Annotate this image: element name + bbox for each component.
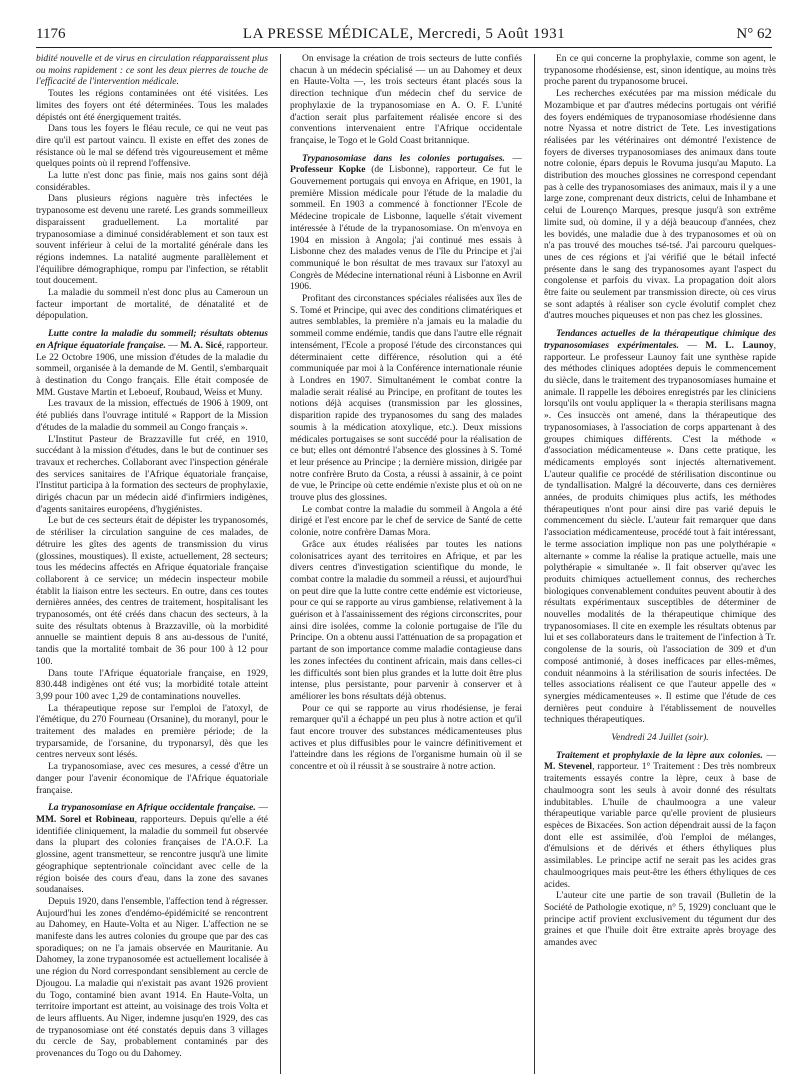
paragraph: Grâce aux études réalisées par toutes les nations colonisatrices ayant des territoires en Afrique, et par les divers centres d'investigation scientifique du monde, le combat contre la maladie du sommeil a réussi, et aujourd'hui on peut dire que la lutte contre cette endémie est victorieuse, pour ce qui se rapporte au virus gambiense, relativement à la guérison et à l'assainissement des régions circonscrites, pour ainsi dire isolées, comme la colonie portugaise de l'île du Principe. On a obtenu aussi l'atténuation de sa propagation et partant de son importance comme maladie contagieuse dans les zones infectées du continent africain, mais dans celles-ci les difficultés sont bien plus grandes et la lutte doit être plus intense, plus persistante, pour parvenir à conserver et à améliorer les bons résultats déjà obtenus. [290,539,522,702]
issue-number: N° 62 [736,26,772,42]
paragraph: Dans toute l'Afrique équatoriale française, en 1929, 830.448 indigènes ont été vus; la morbidité totale atteint 3,99 pour 100 avec 1,29 de contaminations nouvelles. [36,668,268,702]
paragraph: La trypanosomiase, avec ces mesures, a cessé d'être un danger pour l'avenir économique de l'Afrique équatoriale française. [36,762,268,796]
session-dateline: Vendredi 24 Juillet (soir). [611,733,709,744]
section-byline-rest: (de Lisbonne), rapporteur. [371,165,478,176]
paragraph: bidité nouvelle et de virus en circulation réapparaissent plus ou moins rapidement : ce sont les deux pierres de touche de l'efficacité de l'intervention médicale. [36,54,268,88]
section-byline: M. Stevenel [544,762,593,773]
section-heading-sice: Lutte contre la maladie du sommeil; résultats obtenus en Afrique équatoriale française. — M. A. Sicé, rapporteur. Le 22 Octobre 1906, une mission d'études de la maladie du sommeil, organisée à la demande de M. Gentil, s'embarquait à destination du Congo français. Elle était composée de MM. Gustave Martin et Leboeuf, Roubaud, Weiss et Muny. [36,329,268,398]
header-rule [36,47,772,48]
paragraph: rapporteurs. Depuis qu'elle a été identifiée cliniquement, la maladie du sommeil fut observée dans la plupart des colonies françaises de l'A.O.F. La glossine, agent transmetteur, se rencontre jusqu'à une limite géographique septentrionale coïncidant avec celle de la région boisée des cours d'eau, dans la zone des savanes soudanaises. [36,815,268,896]
column-1 [36,54,268,1074]
paragraph: Pour ce qui se rapporte au virus rhodésiense, je ferai remarquer qu'il a échappé un peu plus à notre action et qu'il faut encore trouver des substances médicamenteuses plus actives et plus diffusibles pour le vaincre définitivement et l'atteindre dans les régions de l'organisme humain où il se concentre et où il réussit à se soustraire à notre action. [290,703,522,773]
column-3 [544,54,776,1074]
paragraph: L'Institut Pasteur de Brazzaville fut créé, en 1910, succédant à la mission d'études, dans le but de continuer ses travaux et recherches. Collaborant avec l'inspection générale des services sanitaires de l'Afrique équatoriale française, l'Institut participa à la formation des secteurs de prophylaxie, dirigés chacun par un médecin aidé d'infirmiers indigènes, d'agents sanitaires européens, d'hygiénistes. [36,434,268,515]
section-heading-launoy: Tendances actuelles de la thérapeutique chimique des trypanosomiases expérimentales. — M. L. Launoy, rapporteur. Le professeur Launoy fait une synthèse rapide des méthodes cliniques adoptées depuis le commencement du siècle, dans le traitement des trypanosomiases humaine et animale. Il rappelle les déboires enregistrés par les cliniciens lorsqu'ils ont voulu appliquer la « therapia sterilisans magna ». Ces insuccès ont amené, dans la thérapeutique des trypanosomiases, à l'association de corps appartenant à des groupes chimiques différents. C'est la méthode « d'association médicamenteuse ». Dans cette pratique, les médicaments employés sont injectés alternativement. L'auteur qualifie ce procédé de stérilisation discontinue ou de tyndallisation. Malgré la découverte, dans ces dernières années, de produits chimiques plus actifs, les méthodes thérapeutiques n'ont pour ainsi dire pas varié depuis le commencement du siècle. L'auteur fait remarquer que dans l'association médicamenteuse, procédé tout à fait intéressant, le terme association implique non pas une polythérapie « alternante » comme la réalise la pratique actuelle, mais une polythérapie « simultanée ». Il fait observer qu'avec les produits chimiques actuellement connus, des recherches biologiques convenablement conduites peuvent aboutir à des résultats expérimentaux susceptibles de déterminer de nouvelles modalités de la thérapeutique chimique des trypanosomiases. Il cite en exemple les résultats obtenus par lui et ses collaborateurs dans le traitement de l'infection à Tr. congolense de la souris, où l'association de 309 et d'un composé antimonié, à doses inefficaces par elles-mêmes, conduit néanmoins à la stérilisation de souris infectées. De telles associations réalisent ce que l'auteur appelle des « synergies médicamenteuses ». Il estime que l'étude de ces dernières peut conduire à l'établissement de nouvelles techniques thérapeutiques. [544,329,776,726]
paragraph: L'auteur cite une partie de son travail (Bulletin de la Société de Pathologie exotique, n° 5, 1929) concluant que le principe actif provient exclusivement du tégument dur des graines et que l'huile doit être extraite après broyage des amandes avec [544,891,776,949]
paragraph: Dans plusieurs régions naguère très infectées le trypanosome est devenu une rareté. Les grands sommeilleux disparaissent graduellement. La mortalité par trypanosomiase a diminué considérablement et son taux est souvent inférieur à celui de la mortalité générale dans les régions indemnes. La natalité augmente parallèlement et l'équilibre démographique, rompu par l'infection, se rétablit tout doucement. [36,194,268,287]
paragraph: rapporteur. Le professeur Launoy fait une synthèse rapide des méthodes cliniques adoptées depuis le commencement du siècle, dans le traitement des trypanosomiases humaine et animale. Il rappelle les déboires enregistrés par les cliniciens lorsqu'ils ont voulu appliquer la « therapia sterilisans magna ». Ces insuccès ont amené, dans la thérapeutique des trypanosomiases, à l'association de corps appartenant à des groupes chimiques différents. C'est la méthode « d'association médicamenteuse ». Dans cette pratique, les médicaments employés sont injectés alternativement. L'auteur qualifie ce procédé de stérilisation discontinue ou de tyndallisation. Malgré la découverte, dans ces dernières années, de produits chimiques plus actifs, les méthodes thérapeutiques n'ont pour ainsi dire pas varié depuis le commencement du siècle. L'auteur fait remarquer que dans l'association médicamenteuse, procédé tout à fait intéressant, le terme association implique non pas une polythérapie « alternante » comme la réalise la pratique actuelle, mais une polythérapie « simultanée ». Il fait observer qu'avec les produits chimiques actuellement connus, des recherches biologiques convenablement conduites peuvent aboutir à des résultats expérimentaux susceptibles de déterminer de nouvelles modalités de la thérapeutique chimique des trypanosomiases. Il cite en exemple les résultats obtenus par lui et ses collaborateurs dans le traitement de l'infection à Tr. congolense de la souris, où l'association de 309 et d'un composé antimonié, à doses inefficaces par elles-mêmes, conduit néanmoins à la stérilisation de souris infectées. De telles associations réalisent ce que l'auteur appelle des « synergies médicamenteuses ». Il estime que l'étude de ces dernières peut conduire à l'établissement de nouvelles techniques thérapeutiques. [544,352,776,726]
paragraph: En ce qui concerne la prophylaxie, comme son agent, le trypanosome rhodésiense, est, sinon identique, au moins très proche parent du trypanosome brucei. [544,54,776,88]
section-heading-stevenel: Traitement et prophylaxie de la lèpre aux colonies. — M. Stevenel, rapporteur. 1° Traitement : Des très nombreux traitements essayés contre la lèpre, ceux à base de chaulmoogra sont les seuls à avoir donné des résultats indubitables. L'huile de chaulmoogra a une valeur thérapeutique variable parce qu'elle provient de plusieurs espèces de Bixacées. Son action dépendrait aussi de la façon dont elle est assimilée, d'où l'emploi de mélanges, d'émulsions et de dérivés et éthers éthyliques plus assimilables. Le principe actif ne serait pas les acides gras chaulmoogriques mais peut-être les éthers éthyliques de ces acides. [544,750,776,890]
section-byline: M. L. Launoy [705,340,774,351]
section-title: Traitement et prophylaxie de la lèpre aux colonies. [556,750,763,761]
paragraph: Profitant des circonstances spéciales réalisées aux îles de S. Tomé et Principe, qui avec des conditions climatériques et autres semblables, la première n'a jamais eu la maladie du sommeil comme endémie, tandis que dans l'autre elle régnait intensément, l'Ecole a proposé l'étude des circonstances qui déterminaient cette différence, résolution qui a été communiquée par moi à la Conférence internationale réunie à Londres en 1907. Simultanément le combat contre la maladie serait réalisé au Principe, en profitant de toutes les notions déjà acquises (transmission par les glossines, disparition rapide des trypanosomes du sang des malades soumis à la médication atoxylique, etc.). Deux missions médicales portugaises se sont succédé pour la réalisation de ce but; elles ont démontré l'absence des glossines à S. Tomé et leur présence au Principe ; la dernière mission, dirigée par notre confrère Bruto da Costa, a réussi à assainir, à ce point de vue, le Principe où cette endémie n'existe plus et où on ne trouve plus des glossines. [290,294,522,504]
section-title: Trypanosomiase dans les colonies portugaises. [302,153,505,164]
section-byline: Professeur Kopke [290,165,366,176]
section-heading-kopke: Trypanosomiase dans les colonies portugaises. — Professeur Kopke (de Lisbonne), rapporteur. Ce fut le Gouvernement portugais qui envoya en Afrique, en 1901, la première Mission médicale pour l'étude de la maladie du sommeil. En 1903 a commencé à fonctionner l'Ecole de Médecine tropicale de Lisbonne, laquelle s'était vivement intéressée à l'étude de la trypanosomiase. On m'envoya en 1904 en mission à Angola; j'ai continué mes essais à Lisbonne chez des malades venus de l'île du Principe et j'ai communiqué le bon résultat de mes travaux sur l'atoxyl au Congrès de Médecine international réuni à Lisbonne en Avril 1906. [290,153,522,293]
paragraph: La maladie du sommeil n'est donc plus au Cameroun un facteur important de mortalité, de dénatalité et de dépopulation. [36,288,268,322]
paragraph: On envisage la création de trois secteurs de lutte confiés chacun à un médecin spécialisé — un au Dahomey et deux en Haute-Volta —, les trois secteurs étant placés sous la direction technique d'un médecin chef du service de prophylaxie de la trypanosomiase en A. O. F. L'unité d'action serait plus parfaitement réalisée encore si des conventions intervenaient entre l'Afrique occidentale française, le Togo et le Gold Coast britannique. [290,54,522,146]
paragraph: Le combat contre la maladie du sommeil à Angola a été dirigé et l'est encore par le chef de service de Santé de cette colonie, notre confrère Damas Mora. [290,504,522,539]
section-byline: MM. Sorel et Robineau [36,815,135,825]
page-number: 1176 [36,26,66,42]
paragraph: Ce fut le Gouvernement portugais qui envoya en Afrique, en 1901, la première Mission médicale pour l'étude de la maladie du sommeil. En 1903 a commencé à fonctionner l'Ecole de Médecine tropicale de Lisbonne, laquelle s'était vivement intéressée à l'étude de la trypanosomiase. On m'envoya en 1904 en mission à Angola; j'ai continué mes essais à Lisbonne chez des malades venus de l'île du Principe et j'ai communiqué le bon résultat de mes travaux sur l'atoxyl au Congrès de Médecine international réuni à Lisbonne en Avril 1906. [290,165,522,293]
section-title: Tendances actuelles de la thérapeutique chimique des trypanosomiases expérimentales. [544,329,776,351]
paragraph: Depuis 1920, dans l'ensemble, l'affection tend à régresser. Aujourd'hui les zones d'endémo-épidémicité se rencontrent au Dahomey, en Haute-Volta et au Niger. L'affection ne se manifeste dans les autres colonies du groupe que par des cas sporadiques; on ne l'a jamais observée en Mauritanie. Au Dahomey, la zone trypanosomée est actuellement localisée à une région du Nord correspondant sensiblement au cercle de Djougou. La maladie qui n'existait pas avant 1926 provient du Togo, contaminé bien avant 1914. En Haute-Volta, un territoire important est atteint, au voisinage des trois Volta et de leurs affluents. Au Niger, indemne jusqu'en 1929, des cas de trypanosomiase ont été constatés depuis dans 3 villages du cercle de Say, probablement contaminés par des provenances du Togo ou du Dahomey. [36,896,268,1060]
section-byline: M. A. Sicé [180,340,222,351]
paragraph: Le but de ces secteurs était de dépister les trypanosomés, de stériliser la circulation sanguine de ces malades, de détruire les gîtes des agents de transmission du virus (glossines, moustiques). Il existe, actuellement, 28 secteurs; tous les médecins affectés en Afrique équatoriale française collaborent à ce service; un médecin inspecteur mobile établit la liaison entre les secteurs. En outre, dans ces toutes dernières années, des centres de traitement, hospitalisant les trypanosomés, ont été créés dans chacun des secteurs, à la suite des résultats obtenus à Brazzaville, où la morbidité annuelle se maintient depuis 8 ans au-dessous de l'unité, tandis que la mortalité tombait de 36 pour 100 à 12 pour 100. [36,516,268,667]
section-title: La trypanosomiase en Afrique occidentale française. [48,803,256,814]
page-header [36,26,772,48]
paragraph: La lutte n'est donc pas finie, mais nos gains sont déjà considérables. [36,171,268,193]
paragraph: Les recherches exécutées par ma mission médicale du Mozambique et par d'autres médecins portugais ont vérifié des foyers endémiques de trypanosomiase rhodésienne dans notre Nyassa et notre district de Tete. Les investigations réalisées par les vétérinaires ont démontré l'existence de foyers de diverses trypanosomiases des animaux dans toute notre colonie, épars depuis le Rovuma jusqu'au Maputo. La distribution des mouches glossines ne correspond cependant pas à celle des trypanosomiases des animaux, mais il y a une large zone, comprenant deux districts, celui de Inhambane et celui de Lourenço Marques, presque jusqu'à son extrême limite sud, où domine, il y a déjà beaucoup d'années, chez les bovidés, une maladie due à des trypanosomes et où on n'a pas trouvé des mouches tsé-tsé. J'ai parcouru quelques-unes de ces régions et j'ai vérifié que le bétail infecté présente dans le sang des trypanosomes ayant l'aspect du congolense et parfois du vivax. La propagation doit alors être faite ou seulement par transmission directe, où ces virus se sont adaptés à réaliser son cycle évolutif complet chez d'autres mouches piqueuses et non pas chez les glossines. [544,89,776,322]
paragraph: rapporteur. Le 22 Octobre 1906, une mission d'études de la maladie du sommeil, organisée à la demande de M. Gentil, s'embarquait à destination du Congo français. Elle était composée de MM. Gustave Martin et Leboeuf, Roubaud, Weiss et Muny. [36,340,268,398]
paragraph: Toutes les régions contaminées ont été visitées. Les limites des foyers ont été déterminées. Tous les malades dépistés ont été énergiquement traités. [36,89,268,123]
column-2 [290,54,522,1074]
paragraph: rapporteur. 1° Traitement : Des très nombreux traitements essayés contre la lèpre, ceux à base de chaulmoogra sont les seuls à avoir donné des résultats indubitables. L'huile de chaulmoogra a une valeur thérapeutique variable parce qu'elle provient de plusieurs espèces de Bixacées. Son action dépendrait aussi de la façon dont elle est assimilée, d'où l'emploi de mélanges, d'émulsions et de dérivés et éthers éthyliques plus assimilables. Le principe actif ne serait pas les acides gras chaulmoogriques mais peut-être les éthers éthyliques de ces acides. [544,762,776,890]
section-heading-sorel: La trypanosomiase en Afrique occidentale française. — MM. Sorel et Robineau, rapporteurs. Depuis qu'elle a été identifiée cliniquement, la maladie du sommeil fut observée dans la plupart des colonies françaises de l'A.O.F. La glossine, agent transmetteur, se rencontre jusqu'à une limite géographique septentrionale coïncidant avec celle de la région boisée des cours d'eau, dans la zone des savanes soudanaises. [36,803,268,896]
paragraph: Dans tous les foyers le fléau recule, ce qui ne veut pas dire qu'il est partout vaincu. Il existe en effet des zones de résistance où le mal se défend très vigoureusement et même quelques points où il reprend l'offensive. [36,124,268,170]
paragraph: La thérapeutique repose sur l'emploi de l'atoxyl, de l'émétique, du 270 Fourneau (Orsanine), du moranyl, pour le traitement des malades en première période; de la tryparsamide, de l'orsanine, du tryponarsyl, dès que les centres nerveux sont lésés. [36,703,268,761]
journal-title: LA PRESSE MÉDICALE, Mercredi, 5 Août 1931 [242,26,566,42]
article-columns [36,54,776,1074]
paragraph: Les travaux de la mission, effectués de 1906 à 1909, ont été publiés dans l'ouvrage intitulé « Rapport de la Mission d'études de la maladie du sommeil au Congo français ». [36,399,268,433]
section-title: Lutte contre la maladie du sommeil; résultats obtenus en Afrique équatoriale française. [36,329,268,351]
